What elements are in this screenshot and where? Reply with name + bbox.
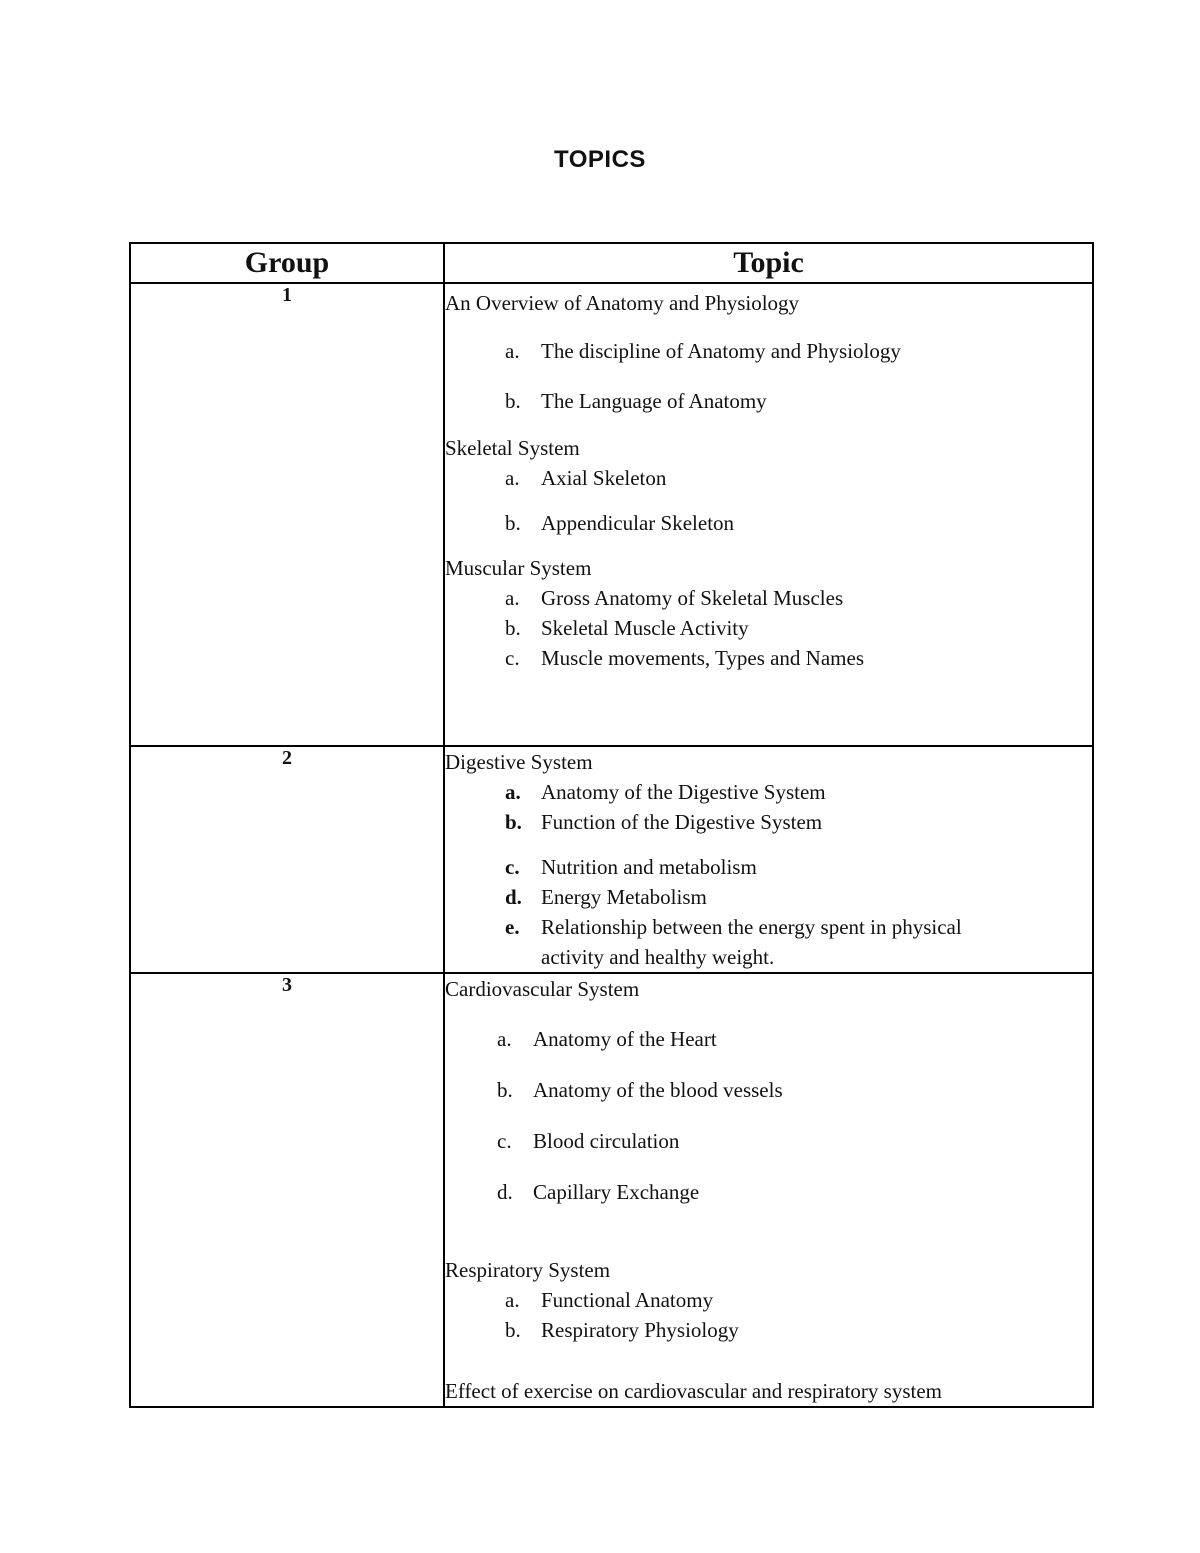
item-label: d. xyxy=(505,885,522,909)
item-label: b. xyxy=(505,1318,521,1342)
item-label: b. xyxy=(497,1078,513,1102)
page-title: TOPICS xyxy=(554,146,646,173)
item-text: Relationship between the energy spent in physical activity and healthy weight. xyxy=(541,915,962,969)
item-text: Axial Skeleton xyxy=(541,466,667,490)
list-item xyxy=(505,882,1092,912)
item-text: Muscle movements, Types and Names xyxy=(541,646,864,670)
topic-cell xyxy=(444,283,1093,746)
item-text: Respiratory Physiology xyxy=(541,1318,739,1342)
list-item xyxy=(505,1285,1092,1315)
table-header-row xyxy=(130,243,1093,283)
group-column-header: Group xyxy=(130,243,444,283)
group-number: 2 xyxy=(130,746,444,973)
item-text: Anatomy of the Heart xyxy=(533,1027,717,1051)
list-item xyxy=(505,643,1092,673)
item-label: a. xyxy=(505,1288,520,1312)
list-item xyxy=(497,1126,1092,1156)
item-label: b. xyxy=(505,511,521,535)
section-heading: Cardiovascular System xyxy=(445,977,640,1001)
item-text: Skeletal Muscle Activity xyxy=(541,616,749,640)
table-row xyxy=(130,746,1093,973)
item-text: Capillary Exchange xyxy=(533,1180,700,1204)
item-text: Appendicular Skeleton xyxy=(541,511,735,535)
group-number: 1 xyxy=(130,283,444,746)
section-heading: Respiratory System xyxy=(445,1258,611,1282)
section-heading: Muscular System xyxy=(445,556,592,580)
item-label: a. xyxy=(497,1027,512,1051)
section-heading: An Overview of Anatomy and Physiology xyxy=(445,291,800,315)
list-item xyxy=(505,1315,1092,1345)
list-item xyxy=(497,1075,1092,1105)
list-item xyxy=(505,463,1092,493)
item-text: Energy Metabolism xyxy=(541,885,707,909)
topic-cell xyxy=(444,973,1093,1407)
list-item xyxy=(497,1177,1092,1207)
section-heading: Skeletal System xyxy=(445,436,580,460)
item-label: c. xyxy=(497,1129,512,1153)
list-item xyxy=(505,336,1092,366)
item-label: c. xyxy=(505,646,520,670)
item-label: a. xyxy=(505,339,520,363)
list-item xyxy=(505,386,1092,416)
item-label: b. xyxy=(505,616,521,640)
list-item xyxy=(497,1024,1092,1054)
item-text: The Language of Anatomy xyxy=(541,389,767,413)
item-text: Function of the Digestive System xyxy=(541,810,823,834)
item-label: c. xyxy=(505,855,520,879)
item-text: Gross Anatomy of Skeletal Muscles xyxy=(541,586,844,610)
item-label: b. xyxy=(505,810,522,834)
list-item xyxy=(505,613,1092,643)
table-row xyxy=(130,973,1093,1407)
section-heading: Digestive System xyxy=(445,750,593,774)
list-item xyxy=(505,807,1092,837)
item-text: The discipline of Anatomy and Physiology xyxy=(541,339,901,363)
topic-cell xyxy=(444,746,1093,973)
list-item xyxy=(505,912,1092,972)
item-text: Nutrition and metabolism xyxy=(541,855,757,879)
item-label: a. xyxy=(505,586,520,610)
table-row xyxy=(130,283,1093,746)
topic-column-header: Topic xyxy=(444,243,1093,283)
item-text: Anatomy of the Digestive System xyxy=(541,780,826,804)
group-number: 3 xyxy=(130,973,444,1407)
item-text: Anatomy of the blood vessels xyxy=(533,1078,783,1102)
item-label: a. xyxy=(505,466,520,490)
item-text: Blood circulation xyxy=(533,1129,680,1153)
section-heading: Effect of exercise on cardiovascular and respiratory system xyxy=(445,1379,942,1403)
topics-table xyxy=(129,242,1094,1408)
list-item xyxy=(505,508,1092,538)
item-label: e. xyxy=(505,915,520,939)
item-label: b. xyxy=(505,389,521,413)
list-item xyxy=(505,852,1092,882)
item-text: Functional Anatomy xyxy=(541,1288,714,1312)
list-item xyxy=(505,777,1092,807)
list-item xyxy=(505,583,1092,613)
item-label: d. xyxy=(497,1180,513,1204)
item-label: a. xyxy=(505,780,521,804)
